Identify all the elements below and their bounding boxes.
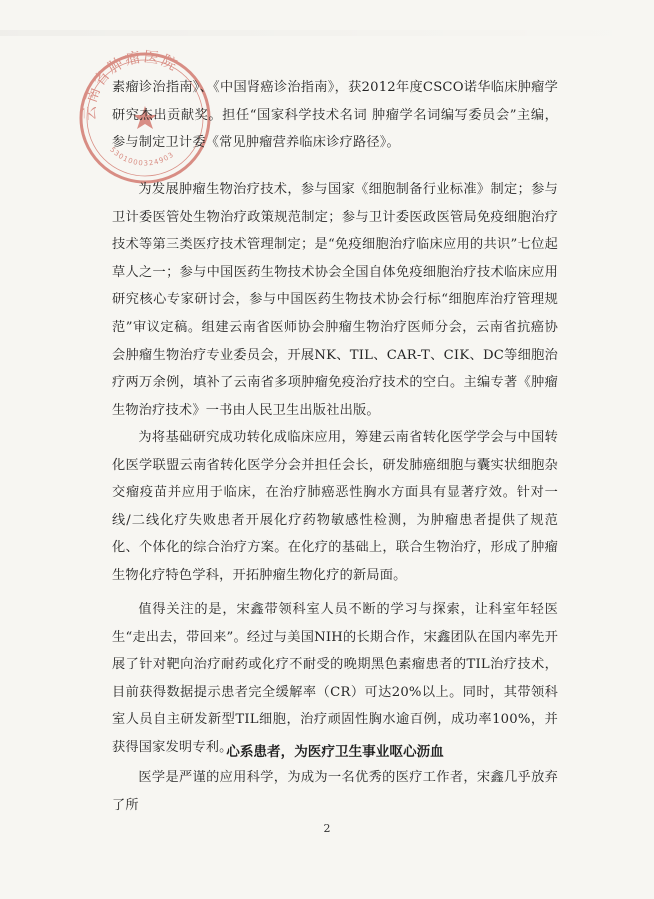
paragraph-til-therapy: 值得关注的是，宋鑫带领科室人员不断的学习与探索，让科室年轻医生“走出去，带回来”。经过与美国NIH的长期合作，宋鑫团队在国内率先开展了针对靶向治疗耐药或化疗不耐受的晚期黑色素瘤患者的TIL治疗技术，目前获得数据提示患者完全缓解率（CR）可达20%以上。同时，其带领科室人员自主研发新型TIL细胞，治疗顽固性胸水逾百例，成功率100%，并获得国家发明专利。	[112, 602, 558, 755]
paragraph-biotherapy: 为发展肿瘤生物治疗技术，参与国家《细胞制备行业标准》制定；参与卫计委医管处生物治疗政策规范制定；参与卫计委医政医管局免疫细胞治疗技术等第三类医疗技术管理制定；是“免疫细胞治疗临床应用的共识”七位起草人之一；参与中国医药生物技术协会全国自体免疫细胞治疗技术临床应用研究核心专家研讨会，参与中国医药生物技术协会行标“细胞库治疗管理规范”审议定稿。组建云南省医师协会肿瘤生物治疗医师分会，云南省抗癌协会肿瘤生物治疗专业委员会，开展NK、TIL、CAR-T、CIK、DC等细胞治疗两万余例，填补了云南省多项肿瘤免疫治疗技术的空白。主编专著《肿瘤生物治疗技术》一书由人民卫生出版社出版。	[112, 182, 558, 418]
seal-number: 5301000324903	[108, 145, 176, 168]
section-heading: 心系患者，为医疗卫生事业呕心沥血	[226, 744, 444, 760]
paragraph-intro-continued: 素瘤诊治指南》、《中国肾癌诊治指南》，获2012年度CSCO诺华临床肿瘤学研究杰出贡献奖。担任“国家科学技术名词 肿瘤学名词编写委员会”主编，参与制定卫计委《常见肿瘤营养临床诊疗路径》。	[112, 80, 558, 151]
paragraph-translational-medicine: 为将基础研究成功转化成临床应用，筹建云南省转化医学学会与中国转化医学联盟云南省转化医学分会并担任会长，研发肺癌细胞与囊实状细胞杂交瘤疫苗并应用于临床，在治疗肺癌恶性胸水方面具有显著疗效。针对一线/二线化疗失败患者开展化疗药物敏感性检测，为肿瘤患者提供了规范化、个体化的综合治疗方案。在化疗的基础上，联合生物治疗，形成了肿瘤生物化疗特色学科，开拓肿瘤生物化疗的新局面。	[112, 430, 558, 583]
scan-artifact	[0, 30, 654, 36]
paragraph-last-line: 医学是严谨的应用科学，为成为一名优秀的医疗工作者，宋鑫几乎放弃了所	[112, 770, 558, 813]
page-number: 2	[323, 822, 331, 835]
seal-text: 云南省肿瘤医院	[80, 48, 182, 121]
